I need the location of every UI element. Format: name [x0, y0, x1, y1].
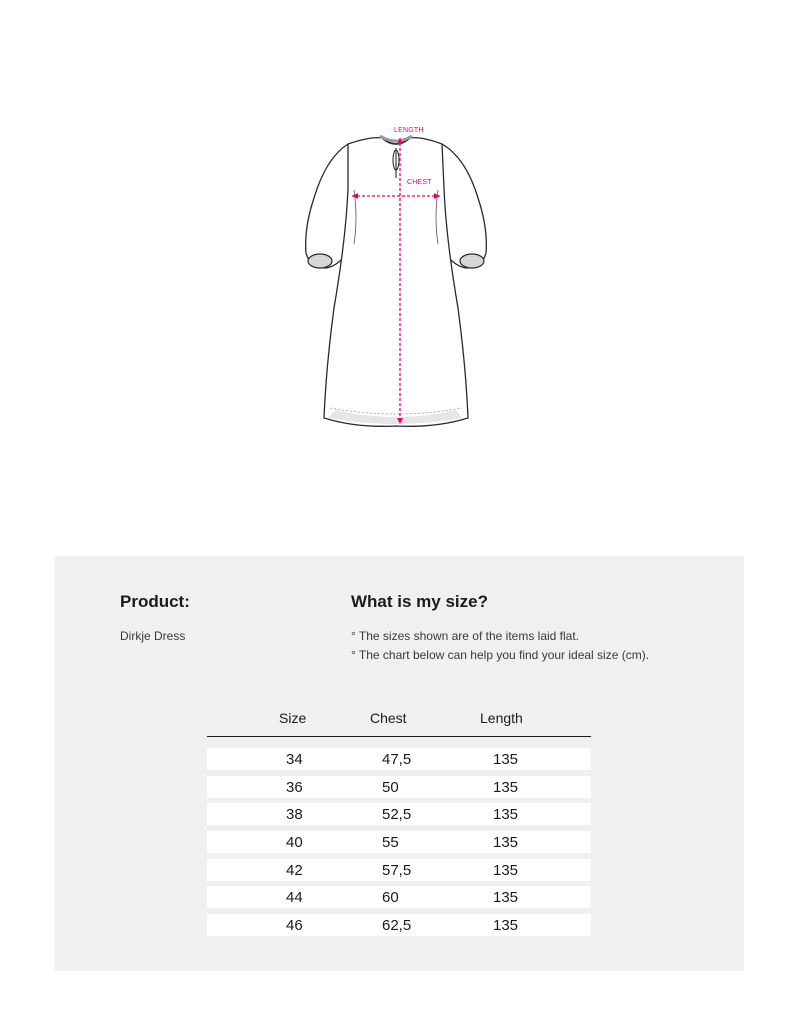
- header-size: Size: [279, 710, 307, 726]
- cell-length: 135: [493, 889, 519, 907]
- cell-chest: 50: [382, 778, 399, 796]
- dress-illustration: [296, 118, 506, 438]
- table-row: [207, 886, 591, 908]
- cell-size: 36: [286, 778, 303, 796]
- table-row: [207, 831, 591, 853]
- product-heading: Product:: [120, 592, 190, 611]
- size-note-flat: ° The sizes shown are of the items laid flat.: [351, 629, 580, 643]
- cell-size: 46: [286, 917, 303, 935]
- cell-length: 135: [493, 917, 519, 935]
- chest-label: CHEST: [407, 179, 432, 186]
- cell-length: 135: [493, 751, 519, 768]
- size-note-chart: ° The chart below can help you find your ideal size (cm).: [351, 648, 650, 662]
- table-row: [207, 748, 591, 770]
- length-label: LENGTH: [394, 127, 424, 134]
- size-table: [207, 707, 591, 935]
- header-length: Length: [480, 710, 523, 726]
- size-heading: What is my size?: [351, 592, 488, 611]
- table-row: [207, 914, 591, 936]
- table-row: [207, 859, 591, 881]
- cell-size: 42: [286, 861, 303, 879]
- cell-size: 38: [286, 806, 303, 824]
- cell-chest: 57,5: [382, 861, 412, 879]
- cell-chest: 47,5: [382, 751, 412, 768]
- cell-chest: 55: [382, 834, 399, 852]
- cell-size: 34: [286, 751, 303, 768]
- table-row: [207, 776, 591, 798]
- cell-chest: 62,5: [382, 917, 412, 935]
- cell-length: 135: [493, 834, 519, 852]
- table-header: [207, 707, 591, 737]
- cell-length: 135: [493, 778, 519, 796]
- cell-chest: 60: [382, 889, 399, 907]
- header-chest: Chest: [370, 710, 407, 726]
- table-row: [207, 803, 591, 825]
- product-name: Dirkje Dress: [120, 629, 186, 643]
- cell-size: 40: [286, 834, 303, 852]
- cell-size: 44: [286, 889, 303, 907]
- cell-length: 135: [493, 861, 519, 879]
- cell-chest: 52,5: [382, 806, 412, 824]
- cell-length: 135: [493, 806, 519, 824]
- table-body: [207, 748, 591, 942]
